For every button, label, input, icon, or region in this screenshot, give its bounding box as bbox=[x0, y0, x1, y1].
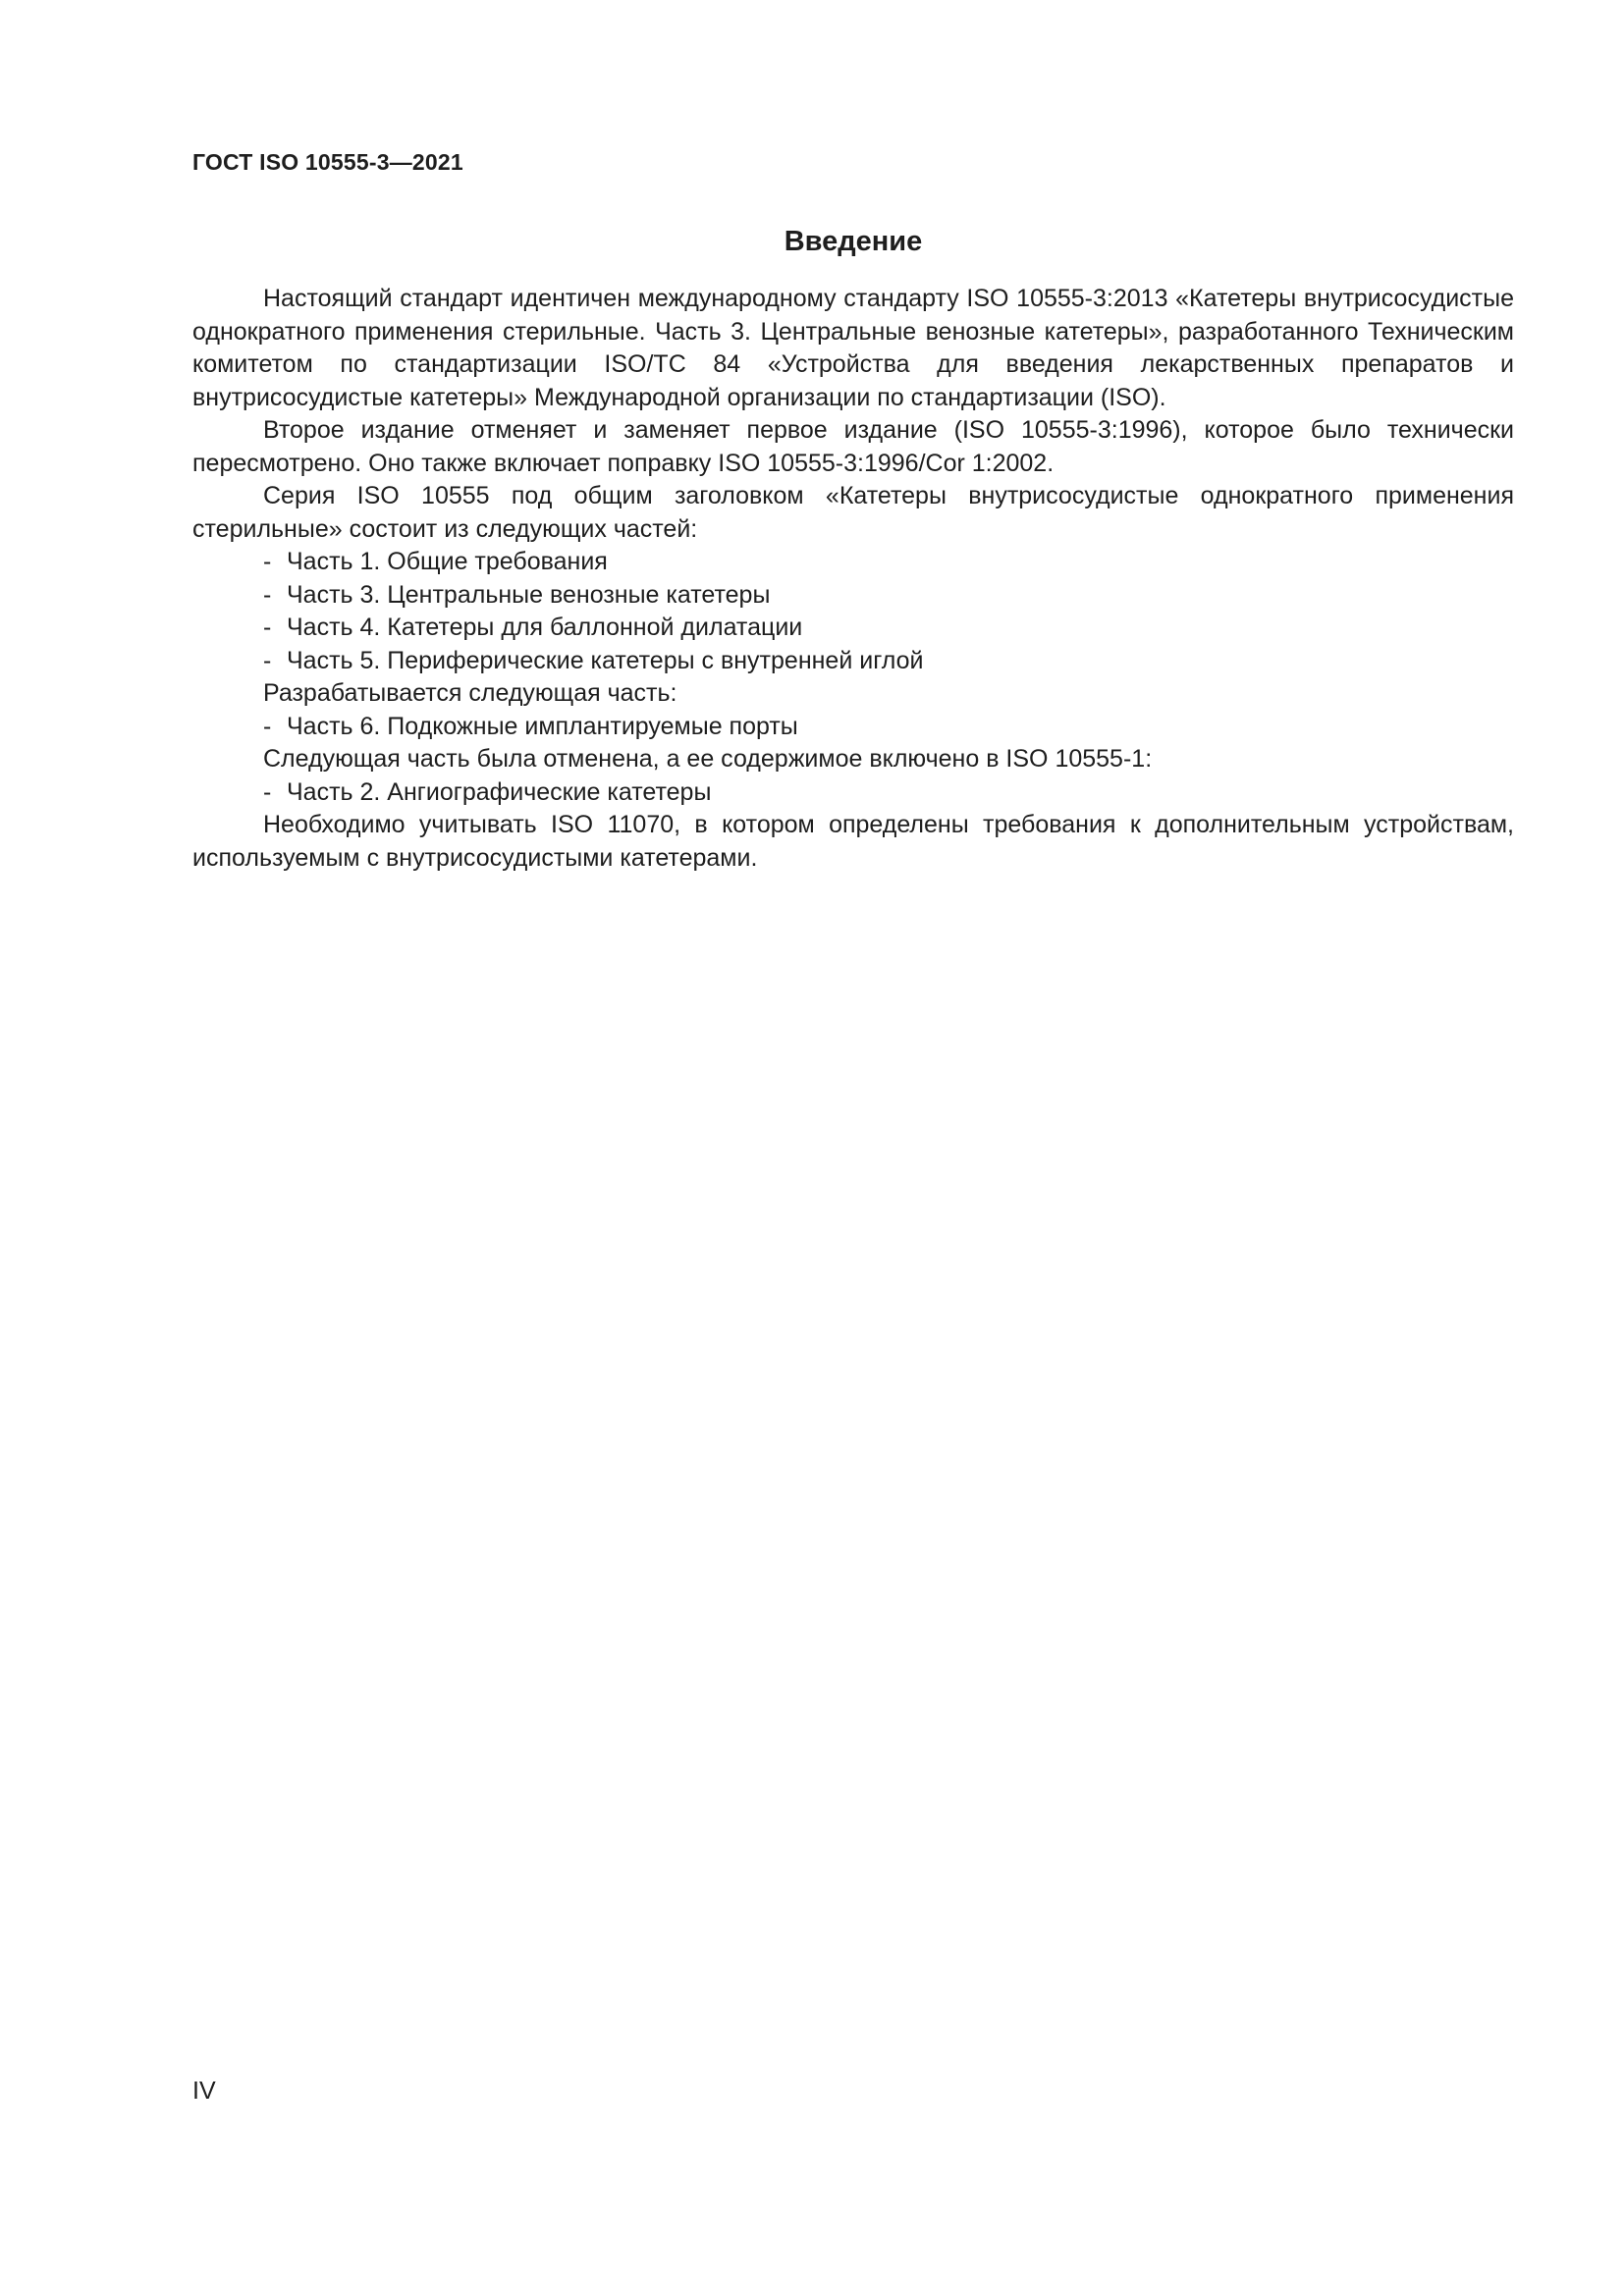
paragraph-series: Серия ISO 10555 под общим заголовком «Катетеры внутрисосудистые однократного применения стерильные» состоит из следующих частей: bbox=[192, 482, 1514, 543]
list-dash: - bbox=[263, 548, 272, 575]
paragraph-identity: Настоящий стандарт идентичен международному стандарту ISO 10555-3:2013 «Катетеры внутрисосудистые однократного применения стерильные. Часть 3. Центральные венозные катетеры», разработанного Техническим комитетом по стандартизации ISO/TC 84 «Устройства для введения лекарственных препаратов и внутрисосудистые катетеры» Международной организации по стандартизации (ISO). bbox=[192, 285, 1514, 411]
list-item-text: Часть 2. Ангиографические катетеры bbox=[287, 777, 712, 806]
paragraph-accessories: Необходимо учитывать ISO 11070, в котором определены требования к дополнительным устройствам, используемым с внутрисосудистыми катетерами. bbox=[192, 811, 1514, 872]
list-dash: - bbox=[263, 646, 272, 674]
list-item bbox=[192, 776, 1514, 810]
list-item-text: Часть 5. Периферические катетеры с внутренней иглой bbox=[287, 646, 924, 674]
paragraph-edition: Второе издание отменяет и заменяет первое издание (ISO 10555-3:1996), которое было технически пересмотрено. Оно также включает поправку ISO 10555-3:1996/Cor 1:2002. bbox=[192, 416, 1514, 477]
list-dash: - bbox=[263, 712, 272, 740]
page-number: IV bbox=[192, 2077, 216, 2105]
section-title: Введение bbox=[784, 226, 923, 257]
list-item bbox=[192, 546, 1514, 579]
list-item-text: Часть 6. Подкожные имплантируемые порты bbox=[287, 712, 798, 740]
paragraph-withdrawn: Следующая часть была отменена, а ее содержимое включено в ISO 10555-1: bbox=[263, 745, 1153, 773]
introduction-text bbox=[192, 283, 1514, 875]
document-code-header: ГОСТ ISO 10555-3—2021 bbox=[192, 149, 463, 175]
list-dash: - bbox=[263, 580, 272, 609]
list-item bbox=[192, 711, 1514, 744]
list-item-text: Часть 3. Центральные венозные катетеры bbox=[287, 580, 771, 609]
list-item-text: Часть 1. Общие требования bbox=[287, 548, 608, 575]
list-dash: - bbox=[263, 614, 272, 641]
list-dash: - bbox=[263, 777, 272, 806]
list-item bbox=[192, 612, 1514, 645]
paragraph-developing: Разрабатывается следующая часть: bbox=[263, 679, 677, 707]
list-item bbox=[192, 645, 1514, 678]
list-item bbox=[192, 579, 1514, 613]
list-item-text: Часть 4. Катетеры для баллонной дилатации bbox=[287, 614, 803, 641]
